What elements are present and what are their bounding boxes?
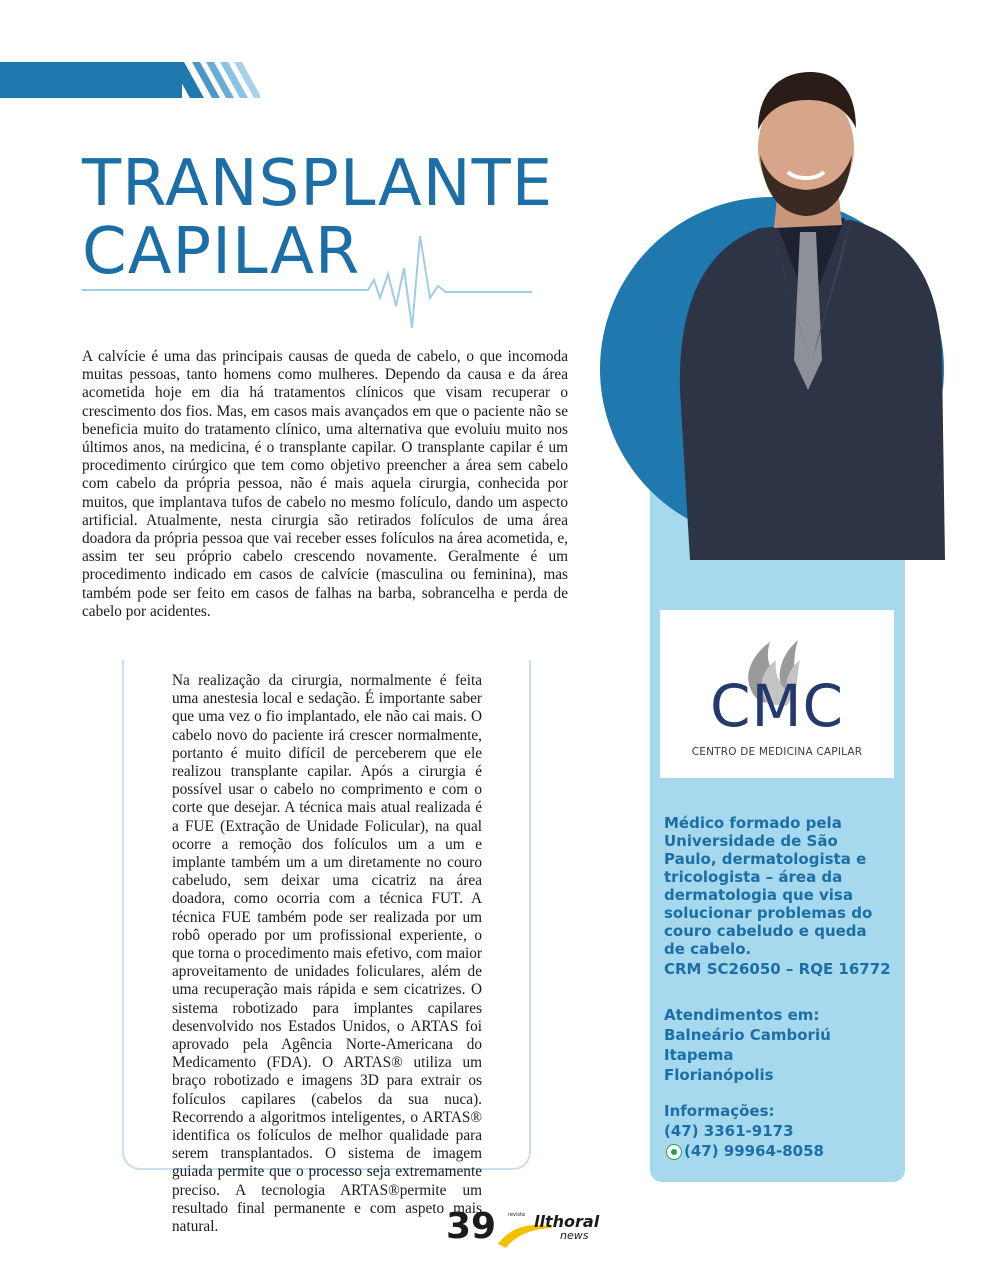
doctor-photo xyxy=(660,60,950,570)
info-title: Informações: xyxy=(664,1102,775,1120)
attendance-title: Atendimentos em: xyxy=(664,1006,820,1024)
phone-number: (47) 3361-9173 xyxy=(664,1122,794,1140)
doctor-bio: Médico formado pela Universidade de São Paulo, dermatologista e tricologista – área da dermatologia que visa solucionar problemas do couro cabeludo e queda de cabelo. xyxy=(664,814,873,958)
page-number: 39 xyxy=(446,1206,497,1247)
intro-paragraph: A calvície é uma das principais causas de queda de cabelo, o que incomoda muitas pessoas, tanto homens como mulheres. Dependo da causa e da área acometida hoje em dia há tratamentos clínicos que visam recuperar o crescimento dos fios. Mas, em casos mais avançados em que o paciente não se beneficia muito do tratamento clínico, uma alternativa que evoluiu muito nos últimos anos, na medicina, é o transplante capilar. O transplante capilar é um procedimento cirúrgico que tem como objetivo preencher a área sem cabelo com cabelo da própria pessoa, não é mais aquela cirurgia, conhecida por muitos, que implantava tufos de cabelo no mesmo folículo, dando um aspecto artificial. Atualmente, nesta cirurgia são retirados folículos de uma área doadora da própria pessoa que vai receber esses folículos na área acometida, e, assim ter seu próprio cabelo crescendo novamente. Geralmente é um procedimento indicado em casos de calvície (masculina ou feminina), mas também pode ser feito em casos de falhas na barba, sobrancelha e perda de cabelo por acidentes. xyxy=(82,348,568,620)
whatsapp-number: (47) 99964-8058 xyxy=(684,1142,824,1160)
header-stripe-lines xyxy=(170,62,260,98)
header-stripe xyxy=(0,62,182,98)
magazine-subname: news xyxy=(560,1229,589,1242)
city-item: Florianópolis xyxy=(664,1066,774,1084)
column-paragraph: Na realização da cirurgia, normalmente é feita uma anestesia local e sedação. É importante saber que uma vez o fio implantado, ele não cai mais. O cabelo novo do paciente irá crescer normalmente, portanto é muito difícil de perceberem que ele realizou transplante capilar. Após a cirurgia é possível usar o cabelo no comprimento e com o corte que desejar. A técnica mais atual realizada é a FUE (Extração de Unidade Folicular), na qual ocorre a remoção dos folículos um a um e implante também um a um diretamente no couro cabeludo, sem deixar uma cicatriz na área doadora, como ocorria com a técnica FUT. A técnica FUE também pode ser realizada por um robô operado por um profissional experiente, o que torna o procedimento mais efetivo, com maior aproveitamento de unidades foliculares, além de uma recuperação mais rápida e sem cicatrizes. O sistema robotizado para implantes capilares desenvolvido nos Estados Unidos, o ARTAS foi aprovado pela Agência Norte-Americana do Medicamento (FDA). O ARTAS® utiliza um braço robotizado e imagens 3D para extrair os folículos capilares (cabelos da sua nuca). Recorrendo a algoritmos inteligentes, o ARTAS® identifica os folículos de melhor qualidade para serem transplantados. O sistema de imagem guiada permite que o processo seja extremamente preciso. A tecnologia ARTAS®permite um resultado final permanente e com aspeto mais natural. xyxy=(172,672,482,1236)
cmc-logo xyxy=(660,610,894,778)
magazine-kicker: revista xyxy=(508,1212,525,1218)
logo-subtitle: CENTRO DE MEDICINA CAPILAR xyxy=(691,746,863,758)
city-item: Balneário Camboriú xyxy=(664,1026,831,1044)
page-title-line-2: CAPILAR xyxy=(82,215,361,289)
city-item: Itapema xyxy=(664,1046,734,1064)
heartbeat-line-icon xyxy=(82,228,532,338)
page-title-line-1: TRANSPLANTE xyxy=(82,147,554,221)
magazine-logo xyxy=(496,1212,600,1248)
doctor-crm: CRM SC26050 – RQE 16772 xyxy=(664,960,891,978)
logo-wordmark: CMC xyxy=(709,672,845,740)
magazine-name: llthoral xyxy=(534,1212,600,1231)
